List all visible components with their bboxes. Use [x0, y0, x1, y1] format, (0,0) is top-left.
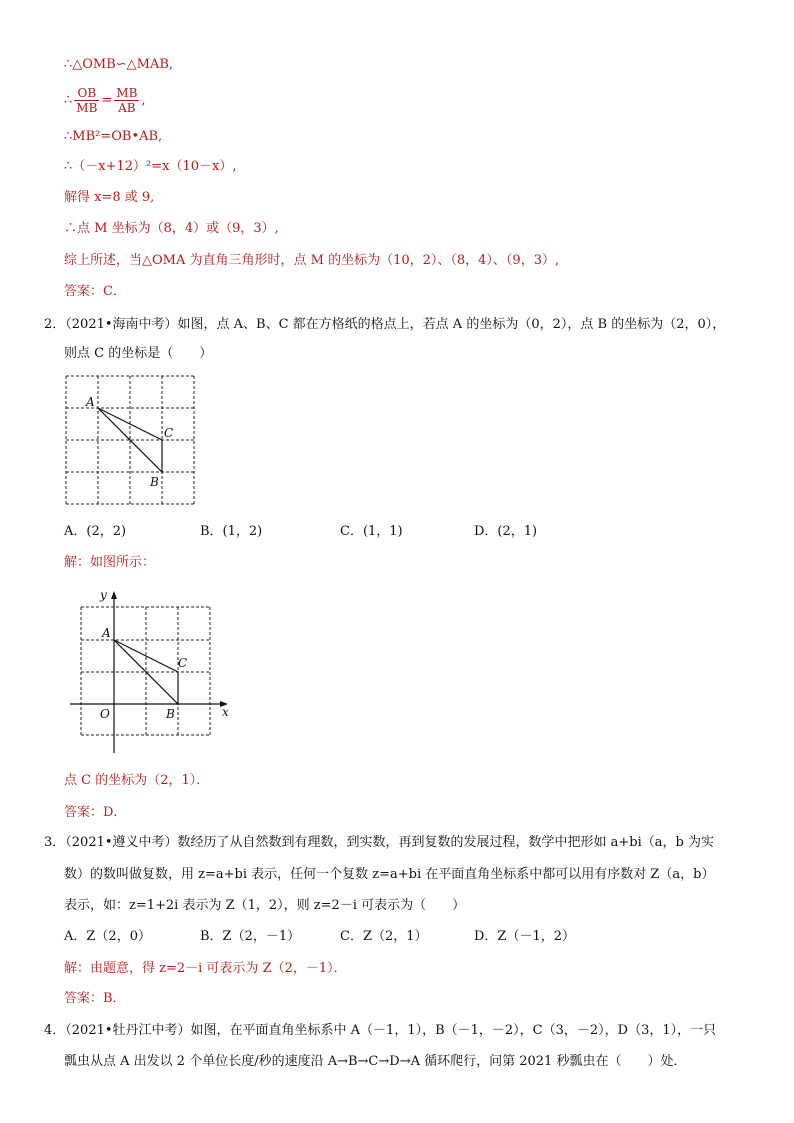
label-a: A [102, 626, 111, 640]
label-a: A [86, 395, 95, 409]
label-origin: O [100, 707, 110, 721]
q2-solution-intro: 解：如图所示： [64, 555, 156, 570]
label-c: C [164, 426, 174, 440]
y-axis-arrow-icon [111, 591, 117, 599]
fraction-ob-mb: $\frac{OB}{MB}$ [76, 86, 98, 115]
q3-solution: 解：由题意，得 z=2－i 可表示为 Z（2，－1）． [64, 961, 347, 976]
solution-line-5: 解得 x=8 或 9, [64, 190, 155, 205]
q2-option-b[interactable]: B．(1，2) [200, 524, 263, 539]
q2-stem-line-2: 则点 C 的坐标是（ ） [64, 346, 213, 361]
q3-stem-line-1: 3．（2021•遵义中考）数经历了从自然数到有理数，到实数，再到复数的发展过程，数学中把形如 a+bi（a，b 为实 [44, 835, 714, 850]
label-b: B [150, 475, 159, 489]
label-c: C [178, 656, 188, 670]
label-y-axis: y [100, 588, 107, 602]
q3-stem-line-3: 表示，如：z=1+2i 表示为 Z（1，2），则 z=2－i 可表示为（ ） [64, 898, 466, 913]
solution-line-1: ∴△OMB∽△MAB, [64, 57, 174, 72]
q3-option-d[interactable]: D．Z（－1，2） [474, 929, 575, 944]
q2-option-a[interactable]: A．(2，2) [64, 524, 127, 539]
q4-stem-line-2: 瓢虫从点 A 出发以 2 个单位长度/秒的速度沿 A→B→C→D→A 循环爬行，问第 2021 秒瓢虫在（ ）处． [64, 1054, 687, 1069]
label-x-axis: x [222, 705, 229, 719]
q4-stem-line-1: 4．（2021•牡丹江中考）如图，在平面直角坐标系中 A（－1，1），B（－1，－2），C（3，－2），D（3，1），一只 [44, 1023, 717, 1038]
q3-answer: 答案：B． [64, 991, 126, 1006]
q3-option-b[interactable]: B．Z（2，－1） [200, 929, 301, 944]
solution-line-3: ∴MB²=OB•AB, [64, 129, 163, 144]
solution-line-6: ∴点 M 坐标为（8，4）或（9，3）, [64, 221, 279, 236]
solution-line-2: ∴ $\frac{OB}{MB}$ = $\frac{MB}{AB}$ , [64, 86, 146, 115]
solution-answer: 答案：C． [64, 284, 126, 299]
therefore-symbol: ∴ [64, 93, 73, 108]
solution-line-4: ∴（－x+12）²=x（10－x）, [64, 159, 237, 174]
q2-coordinate-figure [64, 585, 244, 757]
q2-option-d[interactable]: D．(2，1) [474, 524, 538, 539]
q2-grid-figure [60, 370, 210, 510]
q2-solution-result: 点 C 的坐标为（2，1）． [64, 773, 210, 788]
q3-option-c[interactable]: C．Z（2，1） [340, 929, 428, 944]
q2-stem-line-1: 2．（2021•海南中考）如图，点 A、B、C 都在方格纸的格点上，若点 A 的坐标为（0，2），点 B 的坐标为（2，0）， [44, 317, 726, 332]
fraction-mb-ab: $\frac{MB}{AB}$ [116, 86, 138, 115]
solution-line-7: 综上所述，当△OMA 为直角三角形时，点 M 的坐标为（10，2）、（8，4）、（9，3）, [64, 253, 560, 268]
q2-option-c[interactable]: C．(1，1) [340, 524, 403, 539]
label-b: B [166, 707, 175, 721]
q3-option-a[interactable]: A．Z（2，0） [64, 929, 151, 944]
q2-answer: 答案：D． [64, 805, 127, 820]
q3-stem-line-2: 数）的数叫做复数，用 z=a+bi 表示，任何一个复数 z=a+bi 在平面直角坐标系中都可以用有序数对 Z（a，b） [64, 867, 715, 882]
